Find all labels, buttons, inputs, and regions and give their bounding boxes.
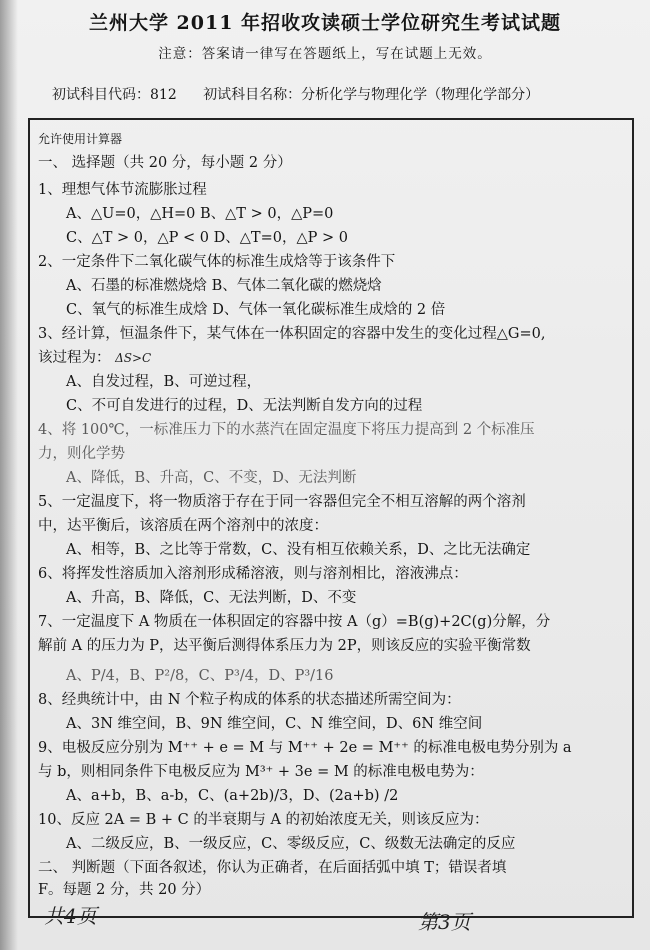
question-8: 8、经典统计中，由 N 个粒子构成的体系的状态描述所需空间为：	[38, 692, 461, 708]
question-4: 4、将 100℃，一标准压力下的水蒸汽在固定温度下将压力提高到 2 个标准压	[38, 422, 535, 438]
question-3: 3、经计算，恒温条件下，某气体在一体积固定的容器中发生的变化过程△G=0,	[38, 326, 546, 342]
question-5-cont: 中，达平衡后，该溶质在两个溶剂中的浓度：	[38, 518, 328, 534]
subject-name: 初试科目名称：分析化学与物理化学（物理化学部分）	[203, 87, 540, 103]
scan-edge-shadow	[0, 0, 18, 950]
question-8-options: A、3N 维空间，B、9N 维空间，C、N 维空间，D、6N 维空间	[66, 716, 483, 732]
question-9: 9、电极反应分别为 M⁺⁺ + e = M 与 M⁺⁺ + 2e = M⁺⁺ 的标准电极电势分别为 a	[38, 740, 572, 756]
section-2-heading: 二、 判断题（下面各叙述，你认为正确者，在后面括弧中填 T；错误者填	[38, 860, 507, 876]
question-5: 5、一定温度下，将一物质溶于存在于同一容器但完全不相互溶解的两个溶剂	[38, 494, 526, 510]
question-2-options-cd: C、氧气的标准生成焓 D、气体一氧化碳标准生成焓的 2 倍	[66, 302, 446, 318]
question-1-options-ab: A、△U=0，△H=0 B、△T > 0，△P=0	[66, 206, 334, 222]
question-3-cont	[38, 346, 151, 367]
question-10-options: A、二级反应，B、一级反应，C、零级反应，C、级数无法确定的反应	[66, 836, 516, 852]
question-1: 1、理想气体节流膨胀过程	[38, 182, 207, 198]
question-3-options-ab: A、自发过程，B、可逆过程，	[66, 374, 262, 390]
handwritten-note: ΔS>C	[115, 351, 152, 365]
question-6-options: A、升高，B、降低，C、无法判断，D、不变	[66, 590, 357, 606]
exam-notice: 注意：答案请一律写在答题纸上，写在试题上无效。	[158, 46, 492, 62]
question-2: 2、一定条件下二氧化碳气体的标准生成焓等于该条件下	[38, 254, 396, 270]
question-3-options-cd: C、不可自发进行的过程，D、无法判断自发方向的过程	[66, 398, 423, 414]
question-7: 7、一定温度下 A 物质在一体积固定的容器中按 A（g）=B(g)+2C(g)分解，分	[38, 614, 551, 630]
question-2-options-ab: A、石墨的标准燃烧焓 B、气体二氧化碳的燃烧焓	[66, 278, 382, 294]
calculator-note: 允许使用计算器	[38, 132, 123, 146]
question-9-options: A、a+b，B、a-b，C、(a+2b)/3，D、(2a+b) /2	[66, 788, 399, 804]
handwritten-total-pages: 共4页	[44, 904, 97, 928]
question-4-options: A、降低，B、升高，C、不变，D、无法判断	[66, 470, 357, 486]
section-1-heading: 一、 选择题（共 20 分，每小题 2 分）	[38, 155, 292, 171]
question-10: 10、反应 2A = B + C 的半衰期与 A 的初始浓度无关，则该反应为：	[38, 812, 489, 828]
subject-line	[52, 84, 642, 104]
question-4-cont: 力，则化学势	[38, 446, 125, 462]
question-6: 6、将挥发性溶质加入溶剂形成稀溶液，则与溶剂相比，溶液沸点：	[38, 566, 468, 582]
question-7-options: A、P/4，B、P²/8，C、P³/4，D、P³/16	[66, 668, 334, 684]
question-7-cont: 解前 A 的压力为 P，达平衡后测得体系压力为 2P，则该反应的实验平衡常数	[38, 638, 531, 654]
section-2-heading-cont: F。每题 2 分，共 20 分）	[38, 882, 211, 898]
exam-title: 兰州大学 2011 年招收攻读硕士学位研究生考试试题	[88, 12, 562, 34]
subject-code: 初试科目代码：812	[52, 87, 177, 103]
handwritten-page-number: 第3页	[418, 910, 471, 934]
question-5-options: A、相等，B、之比等于常数，C、没有相互依赖关系，D、之比无法确定	[66, 542, 531, 558]
question-9-cont: 与 b，则相同条件下电极反应为 M³⁺ + 3e = M 的标准电极电势为：	[38, 764, 484, 780]
question-3-cont-text: 该过程为：	[38, 350, 111, 366]
question-1-options-cd: C、△T > 0，△P < 0 D、△T=0，△P > 0	[66, 230, 348, 246]
